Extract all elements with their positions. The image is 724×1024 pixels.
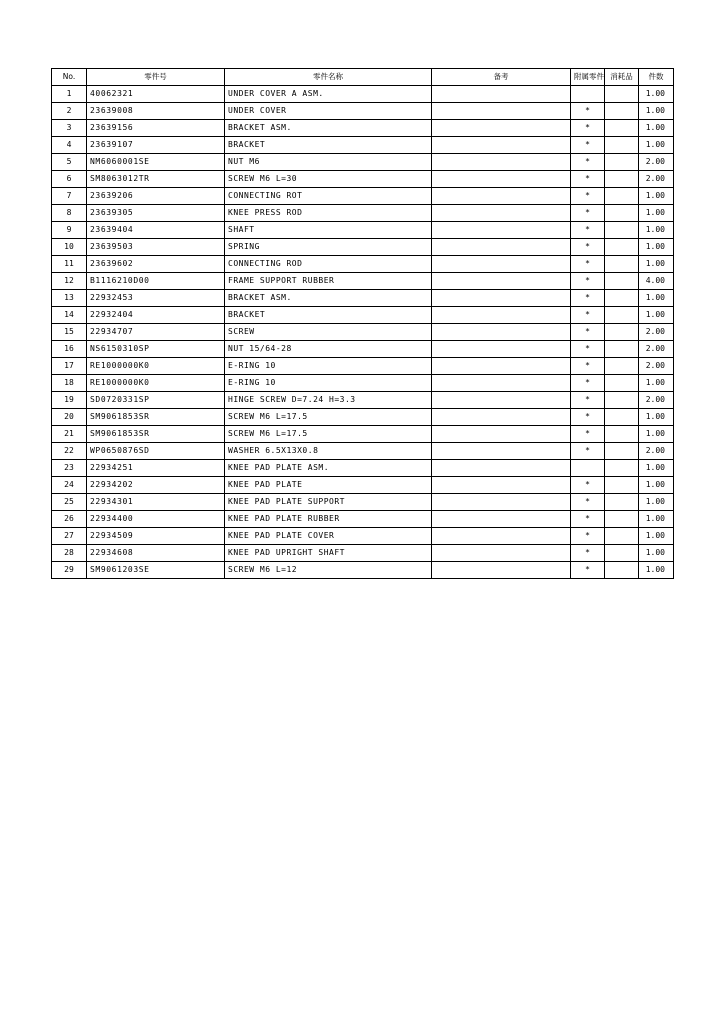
cell-remarks xyxy=(432,171,571,188)
cell-attached-mark: * xyxy=(571,392,605,409)
table-row xyxy=(52,511,674,528)
cell-attached-mark xyxy=(571,86,605,103)
table-row xyxy=(52,239,674,256)
cell-part-number: 23639404 xyxy=(87,222,225,239)
cell-part-number: 22934202 xyxy=(87,477,225,494)
cell-part-name: SPRING xyxy=(225,239,432,256)
cell-attached-mark: * xyxy=(571,494,605,511)
cell-part-number: RE1000000K0 xyxy=(87,358,225,375)
cell-part-number: 22934707 xyxy=(87,324,225,341)
table-row xyxy=(52,358,674,375)
cell-remarks xyxy=(432,545,571,562)
cell-remarks xyxy=(432,460,571,477)
cell-remarks xyxy=(432,443,571,460)
cell-no: 6 xyxy=(52,171,87,188)
table-row xyxy=(52,205,674,222)
cell-part-number: 23639602 xyxy=(87,256,225,273)
table-row xyxy=(52,273,674,290)
cell-attached-mark: * xyxy=(571,154,605,171)
cell-remarks xyxy=(432,392,571,409)
cell-quantity: 2.00 xyxy=(639,324,674,341)
cell-quantity: 1.00 xyxy=(639,290,674,307)
header-no: No. xyxy=(52,69,87,86)
cell-part-name: SCREW M6 L=12 xyxy=(225,562,432,579)
cell-part-name: KNEE PAD PLATE xyxy=(225,477,432,494)
cell-consumable-mark xyxy=(605,239,639,256)
cell-quantity: 2.00 xyxy=(639,392,674,409)
table-row xyxy=(52,290,674,307)
cell-consumable-mark xyxy=(605,392,639,409)
cell-part-number: 22932453 xyxy=(87,290,225,307)
cell-no: 14 xyxy=(52,307,87,324)
table-row xyxy=(52,103,674,120)
cell-part-name: E-RING 10 xyxy=(225,375,432,392)
cell-part-number: 23639305 xyxy=(87,205,225,222)
cell-no: 3 xyxy=(52,120,87,137)
cell-quantity: 1.00 xyxy=(639,205,674,222)
cell-consumable-mark xyxy=(605,528,639,545)
cell-part-number: 22932404 xyxy=(87,307,225,324)
table-row xyxy=(52,86,674,103)
cell-remarks xyxy=(432,188,571,205)
header-attached-parts: 附属零件 xyxy=(571,69,605,86)
cell-quantity: 2.00 xyxy=(639,171,674,188)
cell-quantity: 1.00 xyxy=(639,188,674,205)
cell-remarks xyxy=(432,528,571,545)
cell-part-name: UNDER COVER A ASM. xyxy=(225,86,432,103)
cell-part-number: NS6150310SP xyxy=(87,341,225,358)
cell-quantity: 1.00 xyxy=(639,222,674,239)
cell-remarks xyxy=(432,86,571,103)
cell-consumable-mark xyxy=(605,86,639,103)
cell-part-number: 22934509 xyxy=(87,528,225,545)
cell-part-number: 23639008 xyxy=(87,103,225,120)
cell-part-name: FRAME SUPPORT RUBBER xyxy=(225,273,432,290)
cell-attached-mark: * xyxy=(571,222,605,239)
cell-attached-mark: * xyxy=(571,375,605,392)
cell-consumable-mark xyxy=(605,120,639,137)
cell-quantity: 1.00 xyxy=(639,545,674,562)
cell-part-number: SD0720331SP xyxy=(87,392,225,409)
cell-attached-mark: * xyxy=(571,239,605,256)
cell-part-name: KNEE PAD PLATE SUPPORT xyxy=(225,494,432,511)
table-row xyxy=(52,375,674,392)
cell-part-name: SCREW xyxy=(225,324,432,341)
cell-quantity: 1.00 xyxy=(639,375,674,392)
cell-part-name: SHAFT xyxy=(225,222,432,239)
table-row xyxy=(52,171,674,188)
cell-remarks xyxy=(432,494,571,511)
cell-attached-mark: * xyxy=(571,137,605,154)
cell-remarks xyxy=(432,477,571,494)
cell-remarks xyxy=(432,222,571,239)
cell-quantity: 1.00 xyxy=(639,477,674,494)
table-row xyxy=(52,494,674,511)
cell-part-name: NUT 15/64-28 xyxy=(225,341,432,358)
cell-quantity: 1.00 xyxy=(639,307,674,324)
table-row xyxy=(52,528,674,545)
cell-no: 2 xyxy=(52,103,87,120)
cell-part-number: B1116210D00 xyxy=(87,273,225,290)
table-row xyxy=(52,341,674,358)
cell-attached-mark: * xyxy=(571,426,605,443)
table-row xyxy=(52,392,674,409)
cell-part-name: WASHER 6.5X13X0.8 xyxy=(225,443,432,460)
table-row xyxy=(52,324,674,341)
cell-no: 7 xyxy=(52,188,87,205)
cell-quantity: 2.00 xyxy=(639,154,674,171)
cell-part-name: NUT M6 xyxy=(225,154,432,171)
header-part-name: 零件名称 xyxy=(225,69,432,86)
table-row xyxy=(52,137,674,154)
cell-quantity: 2.00 xyxy=(639,341,674,358)
cell-no: 29 xyxy=(52,562,87,579)
header-quantity: 件数 xyxy=(639,69,674,86)
cell-no: 26 xyxy=(52,511,87,528)
cell-quantity: 1.00 xyxy=(639,460,674,477)
cell-no: 5 xyxy=(52,154,87,171)
cell-attached-mark: * xyxy=(571,171,605,188)
cell-attached-mark xyxy=(571,460,605,477)
cell-consumable-mark xyxy=(605,460,639,477)
cell-part-number: WP0650876SD xyxy=(87,443,225,460)
table-row xyxy=(52,562,674,579)
cell-quantity: 1.00 xyxy=(639,256,674,273)
cell-attached-mark: * xyxy=(571,103,605,120)
cell-remarks xyxy=(432,239,571,256)
cell-quantity: 1.00 xyxy=(639,120,674,137)
cell-consumable-mark xyxy=(605,222,639,239)
cell-consumable-mark xyxy=(605,154,639,171)
cell-part-number: 22934301 xyxy=(87,494,225,511)
cell-consumable-mark xyxy=(605,188,639,205)
cell-part-number: SM9061203SE xyxy=(87,562,225,579)
cell-part-name: KNEE PAD UPRIGHT SHAFT xyxy=(225,545,432,562)
cell-no: 16 xyxy=(52,341,87,358)
cell-remarks xyxy=(432,307,571,324)
cell-no: 27 xyxy=(52,528,87,545)
cell-consumable-mark xyxy=(605,205,639,222)
cell-attached-mark: * xyxy=(571,256,605,273)
cell-consumable-mark xyxy=(605,341,639,358)
header-remarks: 备考 xyxy=(432,69,571,86)
table-row xyxy=(52,188,674,205)
cell-part-name: SCREW M6 L=17.5 xyxy=(225,409,432,426)
cell-attached-mark: * xyxy=(571,562,605,579)
cell-consumable-mark xyxy=(605,290,639,307)
cell-part-number: 23639156 xyxy=(87,120,225,137)
cell-consumable-mark xyxy=(605,562,639,579)
cell-consumable-mark xyxy=(605,307,639,324)
cell-part-number: SM8063012TR xyxy=(87,171,225,188)
table-row xyxy=(52,222,674,239)
cell-remarks xyxy=(432,358,571,375)
cell-part-name: KNEE PRESS ROD xyxy=(225,205,432,222)
cell-consumable-mark xyxy=(605,103,639,120)
cell-quantity: 1.00 xyxy=(639,528,674,545)
cell-quantity: 1.00 xyxy=(639,494,674,511)
cell-consumable-mark xyxy=(605,545,639,562)
table-row xyxy=(52,154,674,171)
cell-remarks xyxy=(432,324,571,341)
table-row xyxy=(52,460,674,477)
cell-no: 21 xyxy=(52,426,87,443)
cell-no: 13 xyxy=(52,290,87,307)
cell-attached-mark: * xyxy=(571,545,605,562)
cell-consumable-mark xyxy=(605,324,639,341)
cell-remarks xyxy=(432,120,571,137)
cell-part-number: 23639107 xyxy=(87,137,225,154)
cell-part-name: KNEE PAD PLATE COVER xyxy=(225,528,432,545)
cell-no: 15 xyxy=(52,324,87,341)
cell-no: 23 xyxy=(52,460,87,477)
cell-part-number: SM9061853SR xyxy=(87,409,225,426)
cell-consumable-mark xyxy=(605,256,639,273)
cell-consumable-mark xyxy=(605,273,639,290)
cell-quantity: 2.00 xyxy=(639,358,674,375)
cell-remarks xyxy=(432,290,571,307)
cell-consumable-mark xyxy=(605,409,639,426)
cell-consumable-mark xyxy=(605,375,639,392)
table-row xyxy=(52,256,674,273)
cell-consumable-mark xyxy=(605,137,639,154)
cell-part-name: BRACKET xyxy=(225,137,432,154)
cell-consumable-mark xyxy=(605,477,639,494)
cell-remarks xyxy=(432,103,571,120)
cell-no: 10 xyxy=(52,239,87,256)
cell-consumable-mark xyxy=(605,358,639,375)
cell-remarks xyxy=(432,409,571,426)
cell-no: 19 xyxy=(52,392,87,409)
cell-attached-mark: * xyxy=(571,188,605,205)
cell-quantity: 1.00 xyxy=(639,86,674,103)
cell-remarks xyxy=(432,256,571,273)
header-part-number: 零件号 xyxy=(87,69,225,86)
cell-no: 24 xyxy=(52,477,87,494)
cell-part-name: HINGE SCREW D=7.24 H=3.3 xyxy=(225,392,432,409)
table-row xyxy=(52,545,674,562)
cell-part-number: 22934400 xyxy=(87,511,225,528)
cell-attached-mark: * xyxy=(571,409,605,426)
cell-quantity: 1.00 xyxy=(639,511,674,528)
cell-quantity: 1.00 xyxy=(639,103,674,120)
cell-attached-mark: * xyxy=(571,528,605,545)
cell-quantity: 1.00 xyxy=(639,409,674,426)
cell-attached-mark: * xyxy=(571,511,605,528)
cell-no: 25 xyxy=(52,494,87,511)
cell-remarks xyxy=(432,511,571,528)
cell-no: 1 xyxy=(52,86,87,103)
cell-no: 17 xyxy=(52,358,87,375)
cell-part-number: NM6060001SE xyxy=(87,154,225,171)
cell-part-name: BRACKET ASM. xyxy=(225,120,432,137)
table-row xyxy=(52,426,674,443)
cell-part-number: 22934251 xyxy=(87,460,225,477)
cell-quantity: 2.00 xyxy=(639,443,674,460)
cell-quantity: 1.00 xyxy=(639,137,674,154)
cell-consumable-mark xyxy=(605,426,639,443)
cell-attached-mark: * xyxy=(571,443,605,460)
cell-part-name: CONNECTING ROT xyxy=(225,188,432,205)
cell-part-name: BRACKET xyxy=(225,307,432,324)
cell-part-number: 23639503 xyxy=(87,239,225,256)
cell-no: 12 xyxy=(52,273,87,290)
table-body xyxy=(52,86,674,579)
cell-attached-mark: * xyxy=(571,307,605,324)
table-header-row xyxy=(52,69,674,86)
cell-part-name: CONNECTING ROD xyxy=(225,256,432,273)
cell-remarks xyxy=(432,205,571,222)
cell-remarks xyxy=(432,426,571,443)
cell-remarks xyxy=(432,273,571,290)
cell-quantity: 1.00 xyxy=(639,562,674,579)
cell-attached-mark: * xyxy=(571,341,605,358)
cell-part-number: 40062321 xyxy=(87,86,225,103)
cell-attached-mark: * xyxy=(571,477,605,494)
cell-remarks xyxy=(432,341,571,358)
cell-no: 20 xyxy=(52,409,87,426)
table-row xyxy=(52,409,674,426)
cell-consumable-mark xyxy=(605,494,639,511)
cell-part-name: E-RING 10 xyxy=(225,358,432,375)
cell-quantity: 4.00 xyxy=(639,273,674,290)
cell-attached-mark: * xyxy=(571,120,605,137)
table-row xyxy=(52,477,674,494)
cell-no: 18 xyxy=(52,375,87,392)
cell-consumable-mark xyxy=(605,171,639,188)
cell-attached-mark: * xyxy=(571,273,605,290)
table-row xyxy=(52,120,674,137)
cell-part-number: SM9061853SR xyxy=(87,426,225,443)
cell-remarks xyxy=(432,154,571,171)
cell-attached-mark: * xyxy=(571,205,605,222)
cell-part-name: SCREW M6 L=17.5 xyxy=(225,426,432,443)
cell-quantity: 1.00 xyxy=(639,239,674,256)
cell-no: 28 xyxy=(52,545,87,562)
cell-part-name: KNEE PAD PLATE RUBBER xyxy=(225,511,432,528)
parts-list-table xyxy=(51,68,674,579)
cell-consumable-mark xyxy=(605,443,639,460)
cell-part-number: RE1000000K0 xyxy=(87,375,225,392)
cell-remarks xyxy=(432,375,571,392)
table-row xyxy=(52,307,674,324)
header-consumables: 消耗品 xyxy=(605,69,639,86)
cell-part-name: KNEE PAD PLATE ASM. xyxy=(225,460,432,477)
cell-attached-mark: * xyxy=(571,290,605,307)
table-row xyxy=(52,443,674,460)
cell-attached-mark: * xyxy=(571,358,605,375)
cell-no: 9 xyxy=(52,222,87,239)
cell-remarks xyxy=(432,562,571,579)
cell-part-name: BRACKET ASM. xyxy=(225,290,432,307)
cell-part-number: 23639206 xyxy=(87,188,225,205)
cell-part-name: UNDER COVER xyxy=(225,103,432,120)
cell-attached-mark: * xyxy=(571,324,605,341)
cell-no: 22 xyxy=(52,443,87,460)
cell-no: 11 xyxy=(52,256,87,273)
cell-no: 8 xyxy=(52,205,87,222)
cell-part-number: 22934608 xyxy=(87,545,225,562)
cell-no: 4 xyxy=(52,137,87,154)
cell-part-name: SCREW M6 L=30 xyxy=(225,171,432,188)
cell-quantity: 1.00 xyxy=(639,426,674,443)
cell-remarks xyxy=(432,137,571,154)
cell-consumable-mark xyxy=(605,511,639,528)
